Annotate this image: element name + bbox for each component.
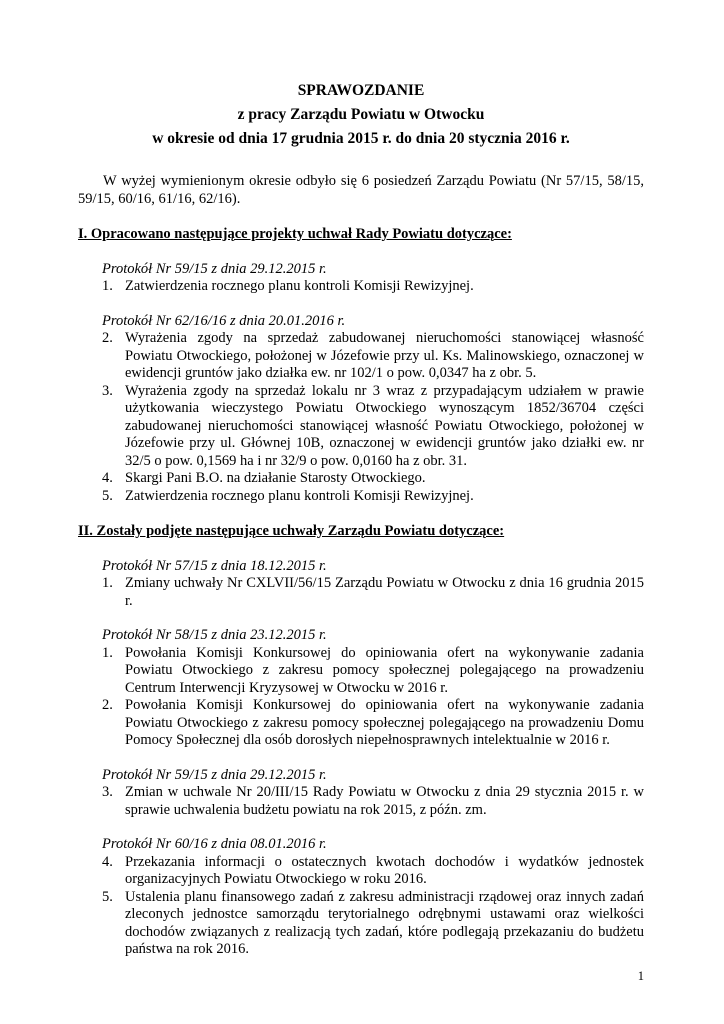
list-item — [102, 784, 644, 819]
item-number: 5. — [102, 888, 113, 905]
protocol-group — [78, 558, 644, 611]
protocol-line: Protokół Nr 59/15 z dnia 29.12.2015 r. — [102, 766, 327, 783]
list-item — [102, 383, 644, 471]
document-title — [78, 79, 644, 151]
protocol-group — [78, 261, 644, 296]
item-number: 5. — [102, 487, 113, 504]
intro-paragraph: W wyżej wymienionym okresie odbyło się 6 posiedzeń Zarządu Powiatu (Nr 57/15, 58/15, 59/15, 60/16, 61/16, 62/16). — [78, 173, 644, 207]
item-text: Zatwierdzenia rocznego planu kontroli Komisji Rewizyjnej. — [125, 487, 474, 504]
list-item — [102, 645, 644, 698]
list-item — [102, 697, 644, 750]
item-text: Przekazania informacji o ostatecznych kwotach dochodów i wydatków jednostek organizacyjnych Powiatu Otwockiego w roku 2016. — [125, 853, 644, 887]
item-number: 1. — [102, 575, 113, 591]
protocol-line: Protokół Nr 59/15 z dnia 29.12.2015 r. — [102, 260, 327, 277]
section-heading: I. Opracowano następujące projekty uchwał Rady Powiatu dotyczące: — [78, 226, 512, 242]
item-text: Ustalenia planu finansowego zadań z zakresu administracji rządowej oraz innych zadań zleconych jednostce samorządu terytorialnego odrębnymi ustawami oraz wielkości dochodów związanych z realizacją tych zadań, które podlegają przekazaniu do budżetu państwa na rok 2016. — [125, 888, 644, 957]
item-text: Powołania Komisji Konkursowej do opiniowania ofert na wykonywanie zadania Powiatu Otwockiego z zakresu pomocy społecznej polegającego na prowadzeniu Centrum Interwencji Kryzysowej w Otwocku w 2016 r. — [125, 644, 644, 696]
item-number: 3. — [102, 382, 113, 399]
sections-container — [78, 226, 644, 959]
resolution-list — [102, 854, 644, 959]
list-item — [102, 470, 644, 488]
protocol-line: Protokół Nr 60/16 z dnia 08.01.2016 r. — [102, 836, 327, 852]
list-item — [102, 575, 644, 610]
item-text: Zmian w uchwale Nr 20/III/15 Rady Powiatu w Otwocku z dnia 29 stycznia 2015 r. w sprawie uchwalenia budżetu powiatu na rok 2015, z późn. zm. — [125, 784, 644, 818]
protocol-line: Protokół Nr 57/15 z dnia 18.12.2015 r. — [102, 557, 327, 574]
title-line-1: SPRAWOZDANIE — [297, 82, 425, 99]
protocol-line: Protokół Nr 62/16/16 z dnia 20.01.2016 r. — [102, 312, 346, 329]
protocol-group — [78, 836, 644, 959]
item-number: 4. — [102, 853, 113, 870]
item-number: 2. — [102, 697, 113, 713]
protocol-group — [78, 313, 644, 506]
list-item — [102, 330, 644, 383]
protocol-group — [78, 627, 644, 750]
item-text: Zmiany uchwały Nr CXLVII/56/15 Zarządu Powiatu w Otwocku z dnia 16 grudnia 2015 r. — [125, 575, 644, 609]
title-line-2: z pracy Zarządu Powiatu w Otwocku — [237, 106, 485, 123]
item-number: 4. — [102, 470, 113, 486]
item-text: Skargi Pani B.O. na działanie Starosty Otwockiego. — [125, 470, 426, 486]
resolution-list — [102, 784, 644, 819]
item-number: 1. — [102, 644, 113, 661]
item-text: Wyrażenia zgody na sprzedaż zabudowanej nieruchomości stanowiącej własność Powiatu Otwockiego, położonej w Józefowie przy ul. Ks. Malinowskiego, oznaczonej w ewidencji gruntów jako działka ew. nr 102/1 o pow. 0,0347 ha z obr. 5. — [125, 330, 644, 381]
item-text: Powołania Komisji Konkursowej do opiniowania ofert na wykonywanie zadania Powiatu Otwockiego z zakresu pomocy społecznej polegającego na prowadzeniu Domu Pomocy Społecznej dla osób dorosłych niepełnosprawnych intelektualnie w 2016 r. — [125, 697, 644, 748]
protocol-group — [78, 767, 644, 820]
resolution-list — [102, 278, 644, 296]
page-number: 1 — [637, 969, 644, 983]
resolution-list — [102, 645, 644, 750]
resolution-list — [102, 575, 644, 610]
title-line-3: w okresie od dnia 17 grudnia 2015 r. do dnia 20 stycznia 2016 r. — [152, 130, 570, 147]
item-text: Zatwierdzenia rocznego planu kontroli Komisji Rewizyjnej. — [125, 278, 474, 294]
item-number: 2. — [102, 330, 113, 346]
protocol-line: Protokół Nr 58/15 z dnia 23.12.2015 r. — [102, 627, 327, 643]
list-item — [102, 278, 644, 296]
section-heading: II. Zostały podjęte następujące uchwały Zarządu Powiatu dotyczące: — [78, 523, 505, 539]
list-item — [102, 488, 644, 506]
item-text: Wyrażenia zgody na sprzedaż lokalu nr 3 wraz z przypadającym udziałem w prawie użytkowania wieczystego Powiatu Otwockiego wynoszącym 1852/36704 części zabudowanej nieruchomości stanowiącej własność Powiatu Otwockiego, położonej w Józefowie przy ul. Głównej 10B, oznaczonej w ewidencji gruntów jako działki ew. nr 32/5 o pow. 0,1569 ha i nr 32/9 o pow. 0,0160 ha z obr. 31. — [125, 382, 644, 469]
list-item — [102, 854, 644, 889]
item-number: 1. — [102, 278, 113, 294]
resolution-list — [102, 330, 644, 505]
item-number: 3. — [102, 784, 113, 800]
list-item — [102, 889, 644, 959]
